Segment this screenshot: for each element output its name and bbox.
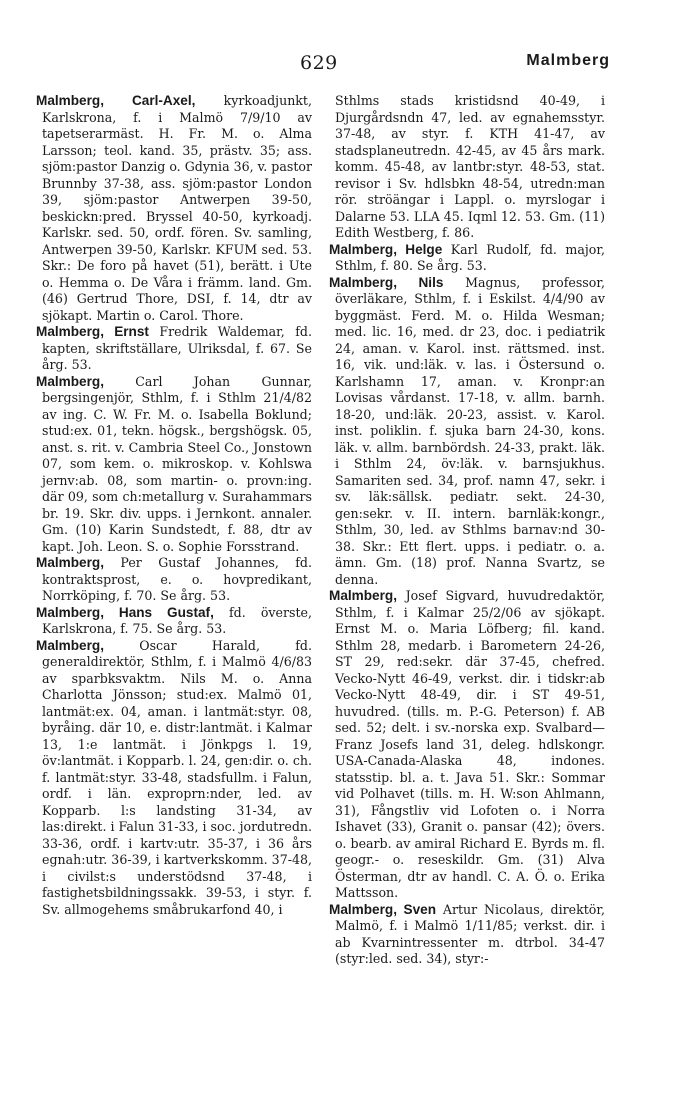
entry-name: Malmberg, Hans Gustaf, xyxy=(36,604,214,620)
entry-name: Malmberg, Nils xyxy=(329,274,444,290)
entry-text: Karl Rudolf, fd. major, Sthlm, f. 80. Se årg. 53. xyxy=(335,241,605,273)
entry xyxy=(329,275,605,589)
entry-text: Sthlms stads kristidsnd 40-49, i Djurgårdsndn 47, led. av egnahemsstyr. 37-48, av styr. f. KTH 41-47, av stadsplaneutredn. 42-45, av 45 års mark. komm. 45-48, av lantbr:styr. 48-53, stat. revisor i Sv. hdlsbkn 48-54, utredn:man rör. ströängar i Lappl. o. myrslogar i Dalarne 53. LLA 45. Iqml 12. 53. Gm. (11) Edith Westberg, f. 86. xyxy=(335,93,605,240)
entry xyxy=(329,902,605,968)
entry-name: Malmberg, xyxy=(36,555,104,570)
entry-text: Carl Johan Gunnar, bergsingenjör, Sthlm, f. i Sthlm 21/4/82 av ing. C. W. Fr. M. o. Isabella Boklund; stud:ex. 01, tekn. högsk., bergshögsk. 05, anst. s. rit. v. Cambria Steel Co., Jonstown 07, som kem. o. mikroskop. v. Kohlswa jernv:ab. 08, som martin- o. provn:ing. där 09, som ch:metallurg v. Surahammars br. 19. Skr. div. upps. i Jernkont. annaler. Gm. (10) Karin Sundstedt, f. 88, dtr av kapt. Joh. Leon. S. o. Sophie Forsstrand. xyxy=(42,373,312,554)
entry-name: Malmberg, Helge xyxy=(329,241,443,257)
entry xyxy=(36,374,312,556)
entry-text: Josef Sigvard, huvudredaktör, Sthlm, f. i Kalmar 25/2/06 av sjökapt. Ernst M. o. Maria Löfberg; fil. kand. Sthlm 28, medarb. i Barometern 24-26, ST 29, red:sekr. där 37-45, chefred. Vecko-Nytt 46-49, verkst. dir. i tidskr:ab Vecko-Nytt 48-49, dir. i ST 49-51, huvudred. (tills. m. P.-G. Peterson) f. AB sed. 52; delt. i sv.-norska exp. Svalbard—Franz Josefs land 31, deleg. hdlskongr. USA-Canada-Alaska 48, indones. statsstip. bl. a. t. Java 51. Skr.: Sommar vid Polhavet (tills. m. H. W:son Ahlmann, 31), Fångstliv vid Lofoten o. i Norra Ishavet (33), Granit o. pansar (42); övers. o. bearb. av amiral Richard E. Byrds m. fl. geogr.- o. reseskildr. Gm. (31) Alva Österman, dtr av handl. C. A. Ö. o. Erika Mattsson. xyxy=(335,588,605,900)
entry-text: Magnus, professor, överläkare, Sthlm, f. i Eskilst. 4/4/90 av byggmäst. Ferd. M. o. Hilda Wesman; med. lic. 16, med. dr 23, doc. i pediatrik 24, aman. v. Karol. inst. rättsmed. inst. 16, vik. und:läk. v. las. i Östersund o. Karlshamn 17, aman. v. Kronpr:an Lovisas vårdanst. 17-18, v. allm. barnh. 18-20, und:läk. 20-23, assist. v. Karol. inst. poliklin. f. sjuka barn 24-30, kons. läk. v. allm. barnbördsh. 24-33, prakt. läk. i Sthlm 24, öv:läk. v. barnsjukhus. Samariten sed. 34, prof. namn 47, sekr. i sv. läk:sällsk. pediatr. sekt. 24-30, gen:sekr. v. II. intern. barnläk:kongr., Sthlm, 30, led. av Sthlms barnav:nd 30-38. Skr.: Ett flert. upps. i pediatr. o. a. ämn. Gm. (18) prof. Nanna Svartz, se denna. xyxy=(335,274,605,587)
entry-name: Malmberg, xyxy=(36,637,104,653)
entry-name: Malmberg, xyxy=(329,588,397,603)
entry-name: Malmberg, Carl-Axel, xyxy=(36,93,196,108)
entry xyxy=(329,242,605,275)
entry-name: Malmberg, xyxy=(36,373,104,389)
entry-continuation xyxy=(329,93,605,242)
entry-text: fd. överste, Karlskrona, f. 75. Se årg. 53. xyxy=(42,604,312,636)
page-number: 629 xyxy=(300,52,338,74)
entry-text: Per Gustaf Johannes, fd. kontraktsprost, e. o. hovpredikant, Norrköping, f. 70. Se årg. 53. xyxy=(42,555,312,603)
entry xyxy=(36,93,312,324)
entry-text: kyrkoadjunkt, Karlskrona, f. i Malmö 7/9/10 av tapetserarmäst. H. Fr. M. o. Alma Larsson; teol. kand. 35, prästv. 35; ass. sjöm:pastor Danzig o. Gdynia 36, v. pastor Brunnby 37-38, ass. sjöm:pastor London 39, sjöm:pastor Antwerpen 39-50, beskickn:pred. Bryssel 40-50, kyrkoadj. Karlskr. sed. 50, ordf. fören. Sv. samling, Antwerpen 39-50, Karlskr. KFUM sed. 53. Skr.: De foro på havet (51), berätt. i Ute o. Hemma o. De Våra i främm. land. Gm. (46) Gertrud Thore, DSI, f. 14, dtr av sjökapt. Martin o. Carol. Thore. xyxy=(42,93,312,323)
entry xyxy=(329,588,605,902)
right-column xyxy=(329,93,605,968)
entry xyxy=(36,555,312,605)
entry-name: Malmberg, Ernst xyxy=(36,324,149,339)
entry-text: Oscar Harald, fd. generaldirektör, Sthlm, f. i Malmö 4/6/83 av sparbksvaktm. Nils M. o. Anna Charlotta Jönsson; stud:ex. Malmö 01, lantmät:ex. 04, aman. i lantmät:styr. 08, byråing. där 10, e. distr:lantmät. i Kalmar 13, 1:e lantmät. i Jönkpgs l. 19, öv:lantmät. i Kopparb. l. 24, gen:dir. o. ch. f. lantmät:styr. 33-48, stadsfullm. i Falun, ordf. i län. exproprn:nder, led. av Kopparb. l:s landsting 31-34, av las:direkt. i Falun 31-33, i soc. jordutredn. 33-36, ordf. i kartv:utr. 35-37, i 36 års egnah:utr. 36-39, i kartverkskomm. 37-48, i civilst:s understödsnd 37-48, i fastighetsbildningssakk. 39-53, i styr. f. Sv. allmogehems småbrukarfond 40, i xyxy=(42,637,313,917)
entry xyxy=(36,324,312,374)
entry-text: Fredrik Waldemar, fd. kapten, skriftställare, Ulriksdal, f. 67. Se årg. 53. xyxy=(42,324,312,372)
entry-text: Artur Nicolaus, direktör, Malmö, f. i Malmö 1/11/85; verkst. dir. i ab Kvarnintressenter m. dtrbol. 34-47 (styr:led. sed. 34), styr:- xyxy=(335,901,605,966)
entry xyxy=(36,638,312,919)
left-column xyxy=(36,93,312,918)
entry xyxy=(36,605,312,638)
running-head: Malmberg xyxy=(526,52,610,69)
entry-name: Malmberg, Sven xyxy=(329,901,437,917)
